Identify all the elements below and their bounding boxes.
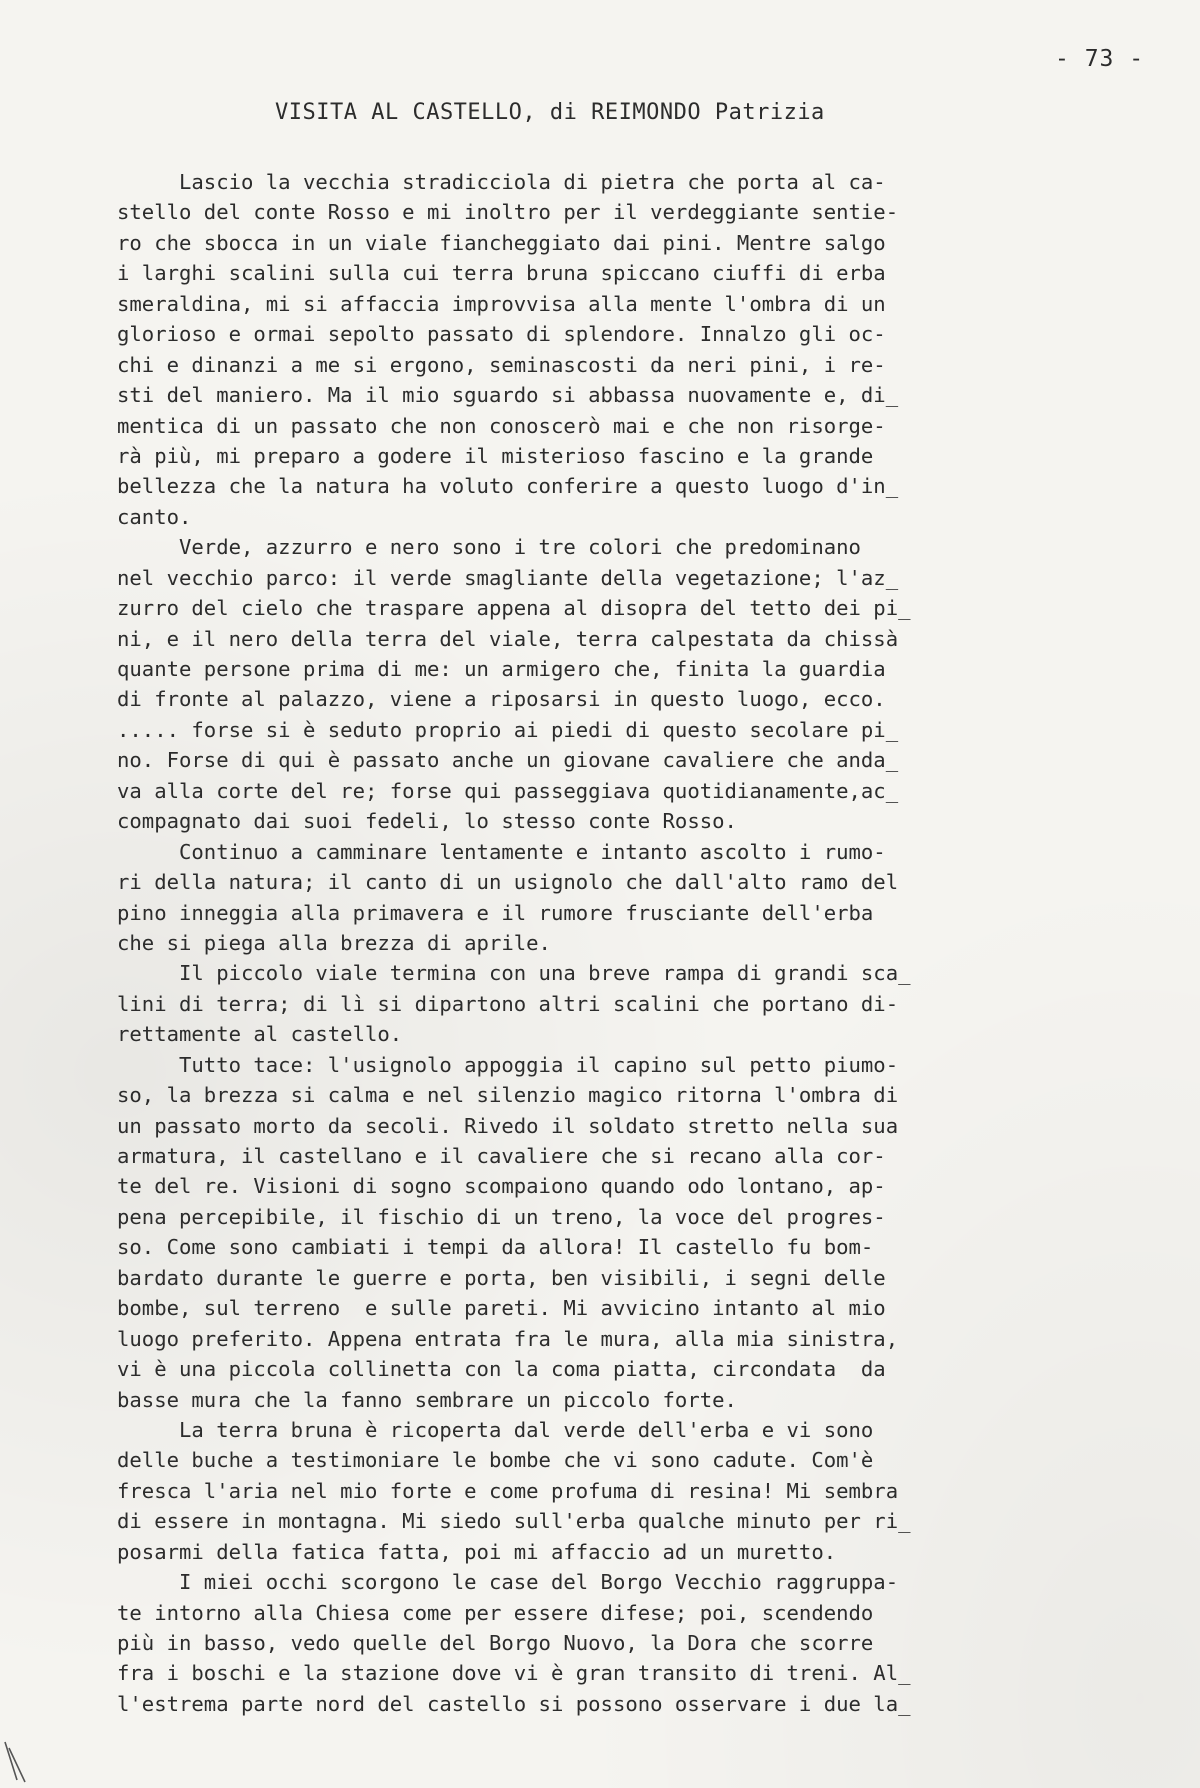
text-line: La terra bruna è ricoperta dal verde dell'erba e vi sono	[117, 1417, 874, 1442]
text-line: che si piega alla brezza di aprile.	[117, 930, 551, 955]
text-line: smeraldina, mi si affaccia improvvisa alla mente l'ombra di un	[117, 291, 886, 316]
text-line: più in basso, vedo quelle del Borgo Nuovo, la Dora che scorre	[117, 1631, 874, 1655]
text-line: so, la brezza si calma e nel silenzio magico ritorna l'ombra di	[117, 1083, 899, 1108]
text-line: di fronte al palazzo, viene a riposarsi in questo luogo, ecco.	[117, 687, 886, 712]
scan-edge-mark	[3, 1740, 43, 1784]
text-line: posarmi della fatica fatta, poi mi affaccio ad un muretto.	[117, 1539, 837, 1564]
text-line: te intorno alla Chiesa come per essere difese; poi, scendendo	[117, 1600, 874, 1625]
text-line: fresca l'aria nel mio forte e come profuma di resina! Mi sembra	[117, 1478, 899, 1503]
text-line: luogo preferito. Appena entrata fra le mura, alla mia sinistra,	[117, 1326, 899, 1351]
text-line: ni, e il nero della terra del viale, terra calpestata da chissà	[117, 626, 899, 651]
text-line: un passato morto da secoli. Rivedo il soldato stretto nella sua	[117, 1113, 899, 1138]
text-line: rettamente al castello.	[117, 1022, 403, 1047]
text-line: bardato durante le guerre e porta, ben visibili, i segni delle	[117, 1265, 886, 1290]
text-line: ..... forse si è seduto proprio ai piedi di questo secolare pi_	[117, 717, 899, 742]
text-line: canto.	[117, 504, 192, 529]
text-line: nel vecchio parco: il verde smagliante della vegetazione; l'az_	[117, 565, 899, 590]
text-line: fra i boschi e la stazione dove vi è gran transito di treni. Al_	[117, 1661, 911, 1686]
text-line: Il piccolo viale termina con una breve rampa di grandi sca_	[117, 961, 911, 986]
text-line: rà più, mi preparo a godere il misterioso fascino e la grande	[117, 443, 874, 468]
text-line: vi è una piccola collinetta con la coma piatta, circondata da	[117, 1357, 886, 1382]
text-line: i larghi scalini sulla cui terra bruna spiccano ciuffi di erba	[117, 261, 886, 286]
text-line: ro che sbocca in un viale fiancheggiato dai pini. Mentre salgo	[117, 230, 886, 255]
text-line: so. Come sono cambiati i tempi da allora! Il castello fu bom-	[117, 1235, 874, 1260]
text-line: va alla corte del re; forse qui passeggiava quotidianamente,ac_	[117, 778, 899, 803]
text-line: Lascio la vecchia stradicciola di pietra che porta al ca-	[117, 170, 886, 194]
text-line: sti del maniero. Ma il mio sguardo si abbassa nuovamente e, di_	[117, 383, 899, 408]
text-line: l'estrema parte nord del castello si possono osservare i due la_	[117, 1691, 911, 1716]
text-line: armatura, il castellano e il cavaliere che si recano alla cor-	[117, 1144, 886, 1168]
text-line: Continuo a camminare lentamente e intanto ascolto i rumo-	[117, 839, 886, 864]
text-line: quante persone prima di me: un armigero che, finita la guardia	[117, 657, 886, 681]
text-line: pena percepibile, il fischio di un treno, la voce del progres-	[117, 1204, 886, 1229]
text-line: I miei occhi scorgono le case del Borgo Vecchio raggruppa-	[117, 1570, 899, 1595]
text-line: di essere in montagna. Mi siedo sull'erba qualche minuto per ri_	[117, 1509, 911, 1534]
text-line: compagnato dai suoi fedeli, lo stesso conte Rosso.	[117, 809, 737, 834]
text-line: Tutto tace: l'usignolo appoggia il capino sul petto piumo-	[117, 1052, 899, 1077]
text-line: glorioso e ormai sepolto passato di splendore. Innalzo gli oc-	[117, 322, 886, 347]
text-line: pino inneggia alla primavera e il rumore frusciante dell'erba	[117, 900, 874, 925]
text-line: stello del conte Rosso e mi inoltro per il verdeggiante sentie-	[117, 200, 899, 225]
text-line: bellezza che la natura ha voluto conferire a questo luogo d'in_	[117, 474, 899, 499]
text-line: te del re. Visioni di sogno scompaiono quando odo lontano, ap-	[117, 1174, 886, 1199]
text-line: lini di terra; di lì si dipartono altri scalini che portano di-	[117, 991, 899, 1016]
text-line: delle buche a testimoniare le bombe che vi sono cadute. Com'è	[117, 1448, 874, 1473]
text-line: zurro del cielo che traspare appena al disopra del tetto dei pi_	[117, 596, 911, 621]
text-line: mentica di un passato che non conoscerò mai e che non risorge-	[117, 413, 886, 438]
text-line: basse mura che la fanno sembrare un piccolo forte.	[117, 1387, 737, 1412]
text-line: ri della natura; il canto di un usignolo che dall'alto ramo del	[117, 870, 899, 895]
text-line: no. Forse di qui è passato anche un giovane cavaliere che anda_	[117, 748, 899, 773]
page-number: - 73 -	[1055, 46, 1145, 72]
text-line: Verde, azzurro e nero sono i tre colori che predominano	[117, 535, 861, 560]
body-text	[117, 167, 1117, 1719]
page-title: VISITA AL CASTELLO, di REIMONDO Patrizia	[275, 100, 825, 125]
text-line: chi e dinanzi a me si ergono, seminascosti da neri pini, i re-	[117, 352, 886, 377]
text-line: bombe, sul terreno e sulle pareti. Mi avvicino intanto al mio	[117, 1296, 886, 1321]
